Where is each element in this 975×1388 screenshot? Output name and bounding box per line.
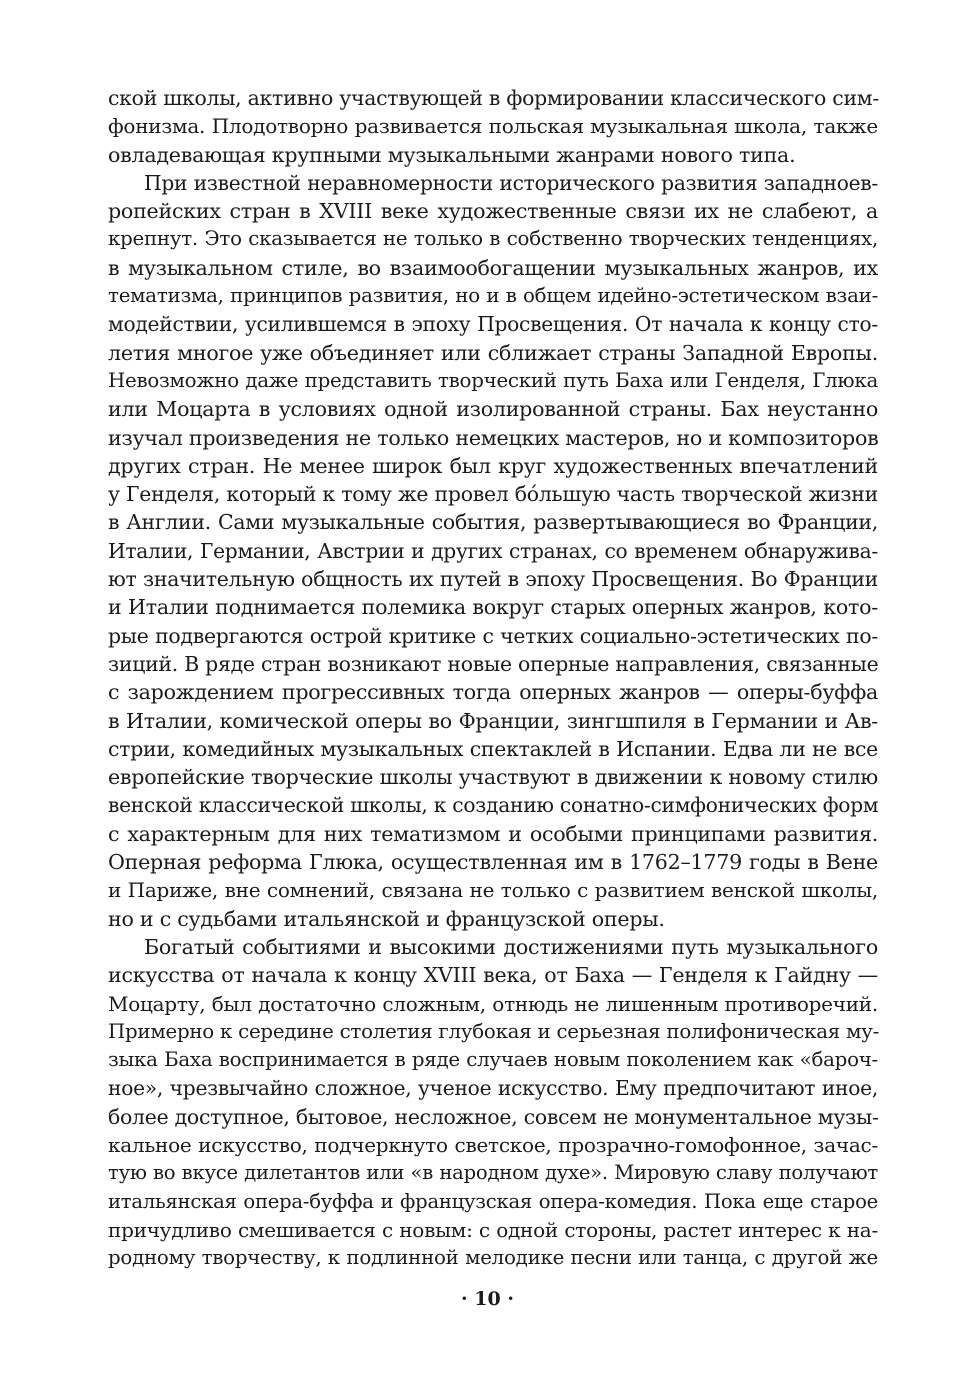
text-line: итальянская опера-буффа и французская опера-комедия. Пока еще старое xyxy=(108,1189,878,1213)
text-line: других стран. Не менее широк был круг художественных впечатлений xyxy=(108,453,878,478)
text-line: более доступное, бытовое, несложное, совсем не монументальное музы- xyxy=(108,1104,879,1129)
text-line: изучал произведения не только немецких мастеров, но и композиторов xyxy=(108,425,879,450)
text-line: ской школы, активно участвующей в формировании классического сим- xyxy=(108,86,880,110)
text-line: При известной неравномерности исторического развития западноев- xyxy=(144,170,878,195)
text-line: или Моцарта в условиях одной изолированной страны. Бах неустанно xyxy=(108,397,878,422)
text-line: искусства от начала к концу XVIII века, от Баха — Генделя к Гайдну — xyxy=(108,963,878,988)
page-body xyxy=(108,84,878,1272)
text-line: ное», чрезвычайно сложное, ученое искусство. Ему предпочитают иное, xyxy=(108,1076,878,1101)
text-line: стрии, комедийных музыкальных спектаклей в Испании. Едва ли не все xyxy=(108,736,878,761)
text-line: кальное искусство, подчеркнуто светское, прозрачно-гомофонное, зачас- xyxy=(108,1132,878,1157)
text-line: и Париже, вне сомнений, связана не только с развитием венской школы, xyxy=(108,878,878,903)
text-line: причудливо смешивается с новым: с одной стороны, растет интерес к на- xyxy=(108,1217,878,1242)
page-number: · 10 · xyxy=(461,1288,514,1310)
text-line: и Италии поднимается полемика вокруг старых оперных жанров, кото- xyxy=(108,595,878,620)
paragraph-3 xyxy=(108,933,878,1273)
text-line: тую во вкусе дилетантов или «в народном духе». Мировую славу получают xyxy=(108,1161,878,1185)
text-line: Богатый событиями и высокими достижениями путь музыкального xyxy=(144,934,878,959)
text-line: Оперная реформа Глюка, осуществленная им в 1762–1779 годы в Вене xyxy=(108,850,878,875)
text-line: ропейских стран в XVIII веке художественные связи их не слабеют, а xyxy=(108,199,878,224)
text-line: овладевающая крупными музыкальными жанрами нового типа. xyxy=(108,142,796,167)
text-line: в музыкальном стиле, во взаимообогащении музыкальных жанров, их xyxy=(108,255,878,280)
paragraph-2 xyxy=(108,169,878,933)
text-line: рые подвергаются острой критике с четких социально-эстетических по- xyxy=(108,623,878,648)
text-line: зыка Баха воспринимается в ряде случаев новым поколением как «бароч- xyxy=(108,1048,878,1072)
text-line: Примерно к середине столетия глубокая и серьезная полифоническая му- xyxy=(108,1019,880,1043)
text-line: крепнут. Это сказывается не только в собственно творческих тенденциях, xyxy=(108,227,878,251)
text-line: зиций. В ряде стран возникают новые оперные направления, связанные xyxy=(108,651,879,676)
text-line: Моцарту, был достаточно сложным, отнюдь не лишенным противоречий. xyxy=(108,991,878,1016)
text-line: летия многое уже объединяет или сближает страны Западной Европы. xyxy=(108,340,878,365)
text-line: венской классической школы, к созданию сонатно-симфонических форм xyxy=(108,793,879,818)
text-line: родному творчеству, к подлинной мелодике песни или танца, с другой же xyxy=(108,1246,878,1270)
text-line: Невозможно даже представить творческий путь Баха или Генделя, Глюка xyxy=(108,368,878,392)
text-line: в Англии. Сами музыкальные события, развертывающиеся во Франции, xyxy=(108,510,878,535)
paragraph-1 xyxy=(108,84,878,169)
text-line: тематизма, принципов развития, но и в общем идейно-эстетическом взаи- xyxy=(108,284,878,308)
text-line: в Италии, комической оперы во Франции, зингшпиля в Германии и Ав- xyxy=(108,708,878,733)
text-line: Италии, Германии, Австрии и других странах, со временем обнаружива- xyxy=(108,538,878,563)
text-line: у Генделя, который к тому же провел бóльшую часть творческой жизни xyxy=(108,482,878,507)
text-line: с зарождением прогрессивных тогда оперных жанров — оперы-буффа xyxy=(108,680,878,705)
text-line: но и с судьбами итальянской и французской оперы. xyxy=(108,906,665,931)
text-line: модействии, усилившемся в эпоху Просвещения. От начала к концу сто- xyxy=(108,312,878,337)
text-line: европейские творческие школы участвуют в движении к новому стилю xyxy=(108,765,878,790)
text-line: с характерным для них тематизмом и особыми принципами развития. xyxy=(108,821,878,846)
text-line: ют значительную общность их путей в эпоху Просвещения. Во Франции xyxy=(108,567,878,592)
text-line: фонизма. Плодотворно развивается польская музыкальная школа, также xyxy=(108,114,878,139)
